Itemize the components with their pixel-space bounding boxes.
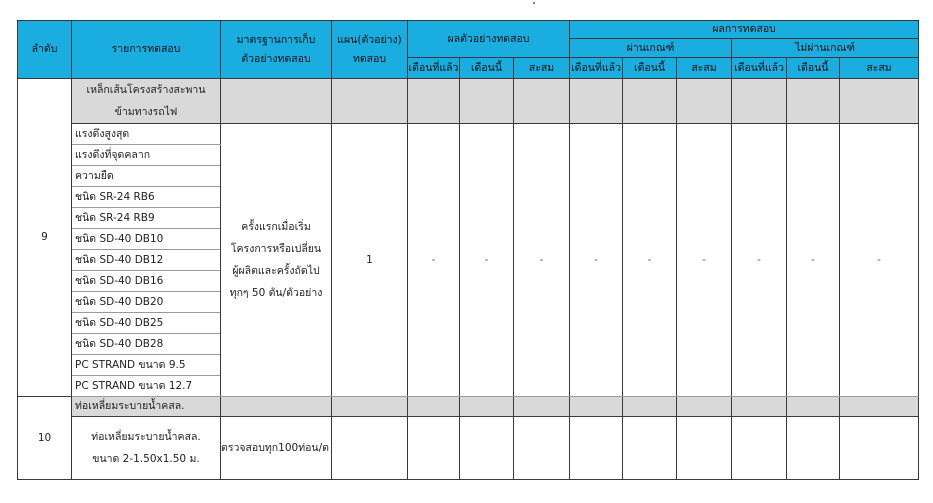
value-cell: -: [787, 124, 840, 397]
header-item: รายการทดสอบ: [72, 21, 221, 79]
item-cell: PC STRAND ขนาด 12.7: [72, 376, 221, 397]
standard-line4: ทุกๆ 50 ตัน/ตัวอย่าง: [229, 287, 323, 299]
blank-cell: [840, 397, 919, 417]
item-line1: ท่อเหลี่ยมระบายน้ำคสล.: [91, 431, 201, 443]
blank-cell: [460, 417, 514, 480]
header-pass-cumulative: สะสม: [677, 58, 732, 79]
header-fail-cumulative: สะสม: [840, 58, 919, 79]
value-cell: -: [732, 124, 787, 397]
blank-cell: [332, 397, 408, 417]
item-line2: ขนาด 2-1.50x1.50 ม.: [92, 453, 200, 465]
standard-cell: [221, 124, 332, 397]
blank-cell: [514, 79, 570, 124]
blank-cell: [623, 397, 677, 417]
header-results: ผลการทดสอบ: [570, 21, 919, 39]
group-title-cell: [72, 79, 221, 124]
blank-cell: [570, 79, 623, 124]
blank-cell: [677, 79, 732, 124]
header-seq: ลำดับ: [18, 21, 72, 79]
header-pass-last-month: เดือนที่แล้ว: [570, 58, 623, 79]
header-samples-this-month: เดือนนี้: [460, 58, 514, 79]
header-pass-this-month: เดือนนี้: [623, 58, 677, 79]
standard-cell: ตรวจสอบทุก100ท่อน/ต: [221, 417, 332, 480]
blank-cell: [514, 397, 570, 417]
blank-cell: [332, 417, 408, 480]
value-cell: -: [623, 124, 677, 397]
value-cell: -: [570, 124, 623, 397]
item-cell: ความยืด: [72, 166, 221, 187]
header-standard-line1: มาตรฐานการเก็บ: [236, 33, 316, 46]
blank-cell: [460, 79, 514, 124]
table-row: [18, 124, 919, 145]
blank-cell: [840, 417, 919, 480]
item-cell: ชนิด SD-40 DB10: [72, 229, 221, 250]
value-cell: -: [677, 124, 732, 397]
blank-cell: [221, 79, 332, 124]
seq-cell: 9: [18, 79, 72, 397]
item-cell: ชนิด SR-24 RB6: [72, 187, 221, 208]
table-row: [18, 397, 919, 417]
header-standard: [221, 21, 332, 79]
value-cell: -: [840, 124, 919, 397]
blank-cell: [623, 79, 677, 124]
item-cell: ชนิด SR-24 RB9: [72, 208, 221, 229]
test-results-table: [17, 20, 919, 480]
header-fail-last-month: เดือนที่แล้ว: [732, 58, 787, 79]
blank-cell: [732, 79, 787, 124]
blank-cell: [570, 417, 623, 480]
standard-line1: ครั้งแรกเมื่อเริ่ม: [241, 221, 311, 233]
table-row: [18, 417, 919, 480]
blank-cell: [787, 417, 840, 480]
header-plan-line2: ทดสอบ: [352, 52, 387, 65]
blank-cell: [732, 397, 787, 417]
item-cell: ชนิด SD-40 DB16: [72, 271, 221, 292]
group-title-line2: ข้ามทางรถไฟ: [114, 106, 178, 118]
header-samples-cumulative: สะสม: [514, 58, 570, 79]
header-fail: ไม่ผ่านเกณฑ์: [732, 39, 919, 58]
header-samples: ผลตัวอย่างทดสอบ: [408, 21, 570, 58]
seq-cell: 10: [18, 397, 72, 480]
blank-cell: [732, 417, 787, 480]
blank-cell: [221, 397, 332, 417]
blank-cell: [570, 397, 623, 417]
standard-line2: โครงการหรือเปลี่ยน: [230, 243, 322, 255]
item-cell: ชนิด SD-40 DB28: [72, 334, 221, 355]
stray-dot: [533, 2, 535, 4]
blank-cell: [332, 79, 408, 124]
group-title-line1: เหล็กเส้นโครงสร้างสะพาน: [86, 84, 206, 96]
standard-line3: ผู้ผลิตและครั้งถัดไป: [232, 265, 320, 277]
group-title-cell: ท่อเหลี่ยมระบายน้ำคสล.: [72, 397, 221, 417]
blank-cell: [677, 397, 732, 417]
header-fail-this-month: เดือนนี้: [787, 58, 840, 79]
header-plan: [332, 21, 408, 79]
value-cell: -: [460, 124, 514, 397]
item-cell: แรงดึงที่จุดคลาก: [72, 145, 221, 166]
item-cell: [72, 417, 221, 480]
blank-cell: [460, 397, 514, 417]
item-cell: ชนิด SD-40 DB20: [72, 292, 221, 313]
blank-cell: [514, 417, 570, 480]
header-samples-last-month: เดือนที่แล้ว: [408, 58, 460, 79]
item-cell: แรงดึงสูงสุด: [72, 124, 221, 145]
blank-cell: [787, 397, 840, 417]
header-pass: ผ่านเกณฑ์: [570, 39, 732, 58]
item-cell: PC STRAND ขนาด 9.5: [72, 355, 221, 376]
header-plan-line1: แผน(ตัวอย่าง): [337, 33, 402, 46]
value-cell: -: [514, 124, 570, 397]
blank-cell: [840, 79, 919, 124]
plan-cell: 1: [332, 124, 408, 397]
item-cell: ชนิด SD-40 DB12: [72, 250, 221, 271]
blank-cell: [408, 417, 460, 480]
blank-cell: [408, 397, 460, 417]
blank-cell: [787, 79, 840, 124]
blank-cell: [623, 417, 677, 480]
item-cell: ชนิด SD-40 DB25: [72, 313, 221, 334]
blank-cell: [677, 417, 732, 480]
header-standard-line2: ตัวอย่างทดสอบ: [241, 52, 311, 65]
blank-cell: [408, 79, 460, 124]
value-cell: -: [408, 124, 460, 397]
